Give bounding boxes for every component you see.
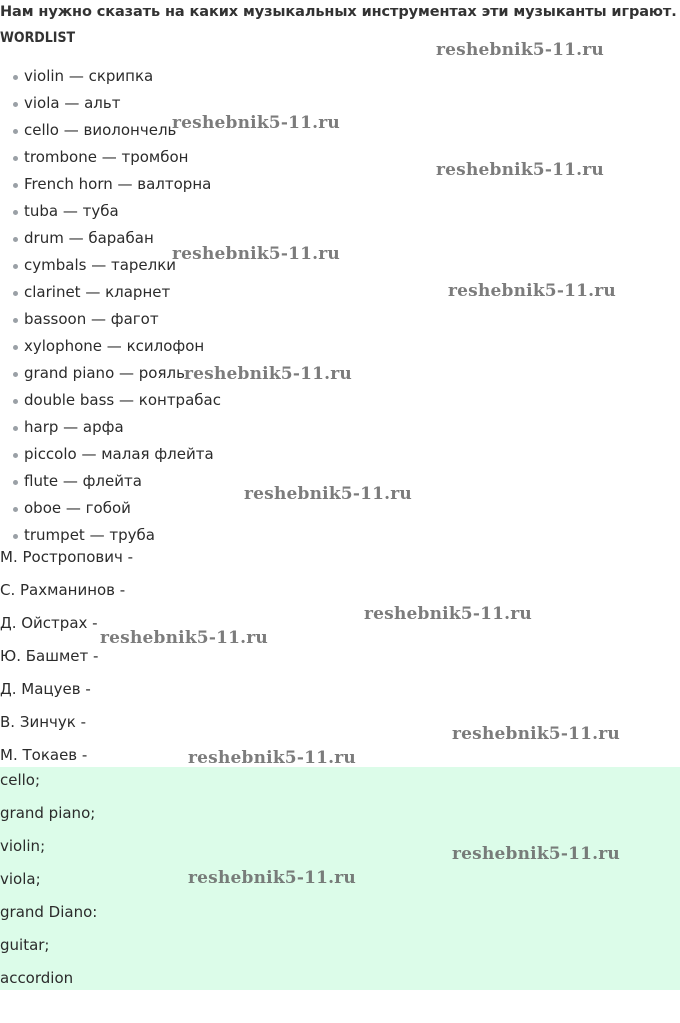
bullet-icon [13, 399, 18, 404]
wordlist-item-text: French horn — валторна [24, 175, 212, 193]
watermark-text: reshebnik5-11.ru [452, 844, 620, 864]
question-line: Д. Ойстрах - [0, 614, 98, 632]
wordlist-item-text: grand piano — рояль [24, 364, 185, 382]
answer-line: violin; [0, 837, 46, 855]
bullet-icon [13, 291, 18, 296]
watermark-text: reshebnik5-11.ru [436, 160, 604, 180]
wordlist-item-text: double bass — контрабас [24, 391, 221, 409]
wordlist-item-text: piccolo — малая флейта [24, 445, 214, 463]
wordlist [0, 63, 221, 549]
wordlist-item [0, 198, 221, 225]
wordlist-item-text: clarinet — кларнет [24, 283, 171, 301]
bullet-icon [13, 156, 18, 161]
bullet-icon [13, 480, 18, 485]
bullet-icon [13, 426, 18, 431]
question-line: Д. Мацуев - [0, 680, 91, 698]
watermark-text: reshebnik5-11.ru [188, 868, 356, 888]
wordlist-item-text: xylophone — ксилофон [24, 337, 205, 355]
wordlist-item [0, 171, 221, 198]
watermark-text: reshebnik5-11.ru [172, 113, 340, 133]
wordlist-item [0, 225, 221, 252]
watermark-text: reshebnik5-11.ru [184, 364, 352, 384]
wordlist-item-text: violin — скрипка [24, 67, 154, 85]
bullet-icon [13, 75, 18, 80]
wordlist-item-text: tuba — туба [24, 202, 119, 220]
wordlist-item [0, 306, 221, 333]
watermark-text: reshebnik5-11.ru [452, 724, 620, 744]
answer-line: viola; [0, 870, 41, 888]
wordlist-item [0, 387, 221, 414]
wordlist-item [0, 252, 221, 279]
bullet-icon [13, 237, 18, 242]
wordlist-item [0, 468, 221, 495]
wordlist-item-text: trumpet — труба [24, 526, 155, 544]
question-line: М. Ростропович - [0, 548, 134, 566]
bullet-icon [13, 210, 18, 215]
wordlist-item [0, 414, 221, 441]
watermark-text: reshebnik5-11.ru [364, 604, 532, 624]
wordlist-item-text: cymbals — тарелки [24, 256, 177, 274]
wordlist-item [0, 360, 221, 387]
wordlist-heading: WORDLIST [0, 30, 76, 46]
watermark-text: reshebnik5-11.ru [436, 40, 604, 60]
wordlist-item [0, 117, 221, 144]
bullet-icon [13, 264, 18, 269]
bullet-icon [13, 453, 18, 458]
question-line: В. Зинчук - [0, 713, 86, 731]
wordlist-item [0, 90, 221, 117]
answer-line: accordion [0, 969, 74, 987]
answer-line: cello; [0, 771, 41, 789]
answer-line: guitar; [0, 936, 50, 954]
wordlist-item [0, 63, 221, 90]
bullet-icon [13, 102, 18, 107]
bullet-icon [13, 318, 18, 323]
watermark-text: reshebnik5-11.ru [448, 281, 616, 301]
wordlist-item-text: harp — арфа [24, 418, 124, 436]
wordlist-item-text: bassoon — фагот [24, 310, 159, 328]
wordlist-item [0, 333, 221, 360]
watermark-text: reshebnik5-11.ru [188, 748, 356, 768]
watermark-text: reshebnik5-11.ru [172, 244, 340, 264]
wordlist-item-text: flute — флейта [24, 472, 142, 490]
bullet-icon [13, 534, 18, 539]
answer-line: grand Diano: [0, 903, 98, 921]
wordlist-item-text: oboe — гобой [24, 499, 131, 517]
question-list [0, 544, 133, 775]
watermark-text: reshebnik5-11.ru [100, 628, 268, 648]
bullet-icon [13, 372, 18, 377]
wordlist-item [0, 495, 221, 522]
wordlist-item [0, 279, 221, 306]
question-line: Ю. Башмет - [0, 647, 99, 665]
answer-line: grand piano; [0, 804, 96, 822]
bullet-icon [13, 507, 18, 512]
wordlist-item [0, 144, 221, 171]
wordlist-item [0, 441, 221, 468]
answer-block [0, 767, 680, 990]
task-title: Нам нужно сказать на каких музыкальных инструментах эти музыканты играют. [0, 4, 677, 20]
question-line: С. Рахманинов - [0, 581, 126, 599]
wordlist-item-text: drum — барабан [24, 229, 154, 247]
wordlist-item-text: cello — виолончель [24, 121, 177, 139]
question-line: М. Токаев - [0, 746, 88, 764]
wordlist-item-text: viola — альт [24, 94, 121, 112]
bullet-icon [13, 129, 18, 134]
bullet-icon [13, 183, 18, 188]
watermark-text: reshebnik5-11.ru [244, 484, 412, 504]
wordlist-item-text: trombone — тромбон [24, 148, 189, 166]
bullet-icon [13, 345, 18, 350]
